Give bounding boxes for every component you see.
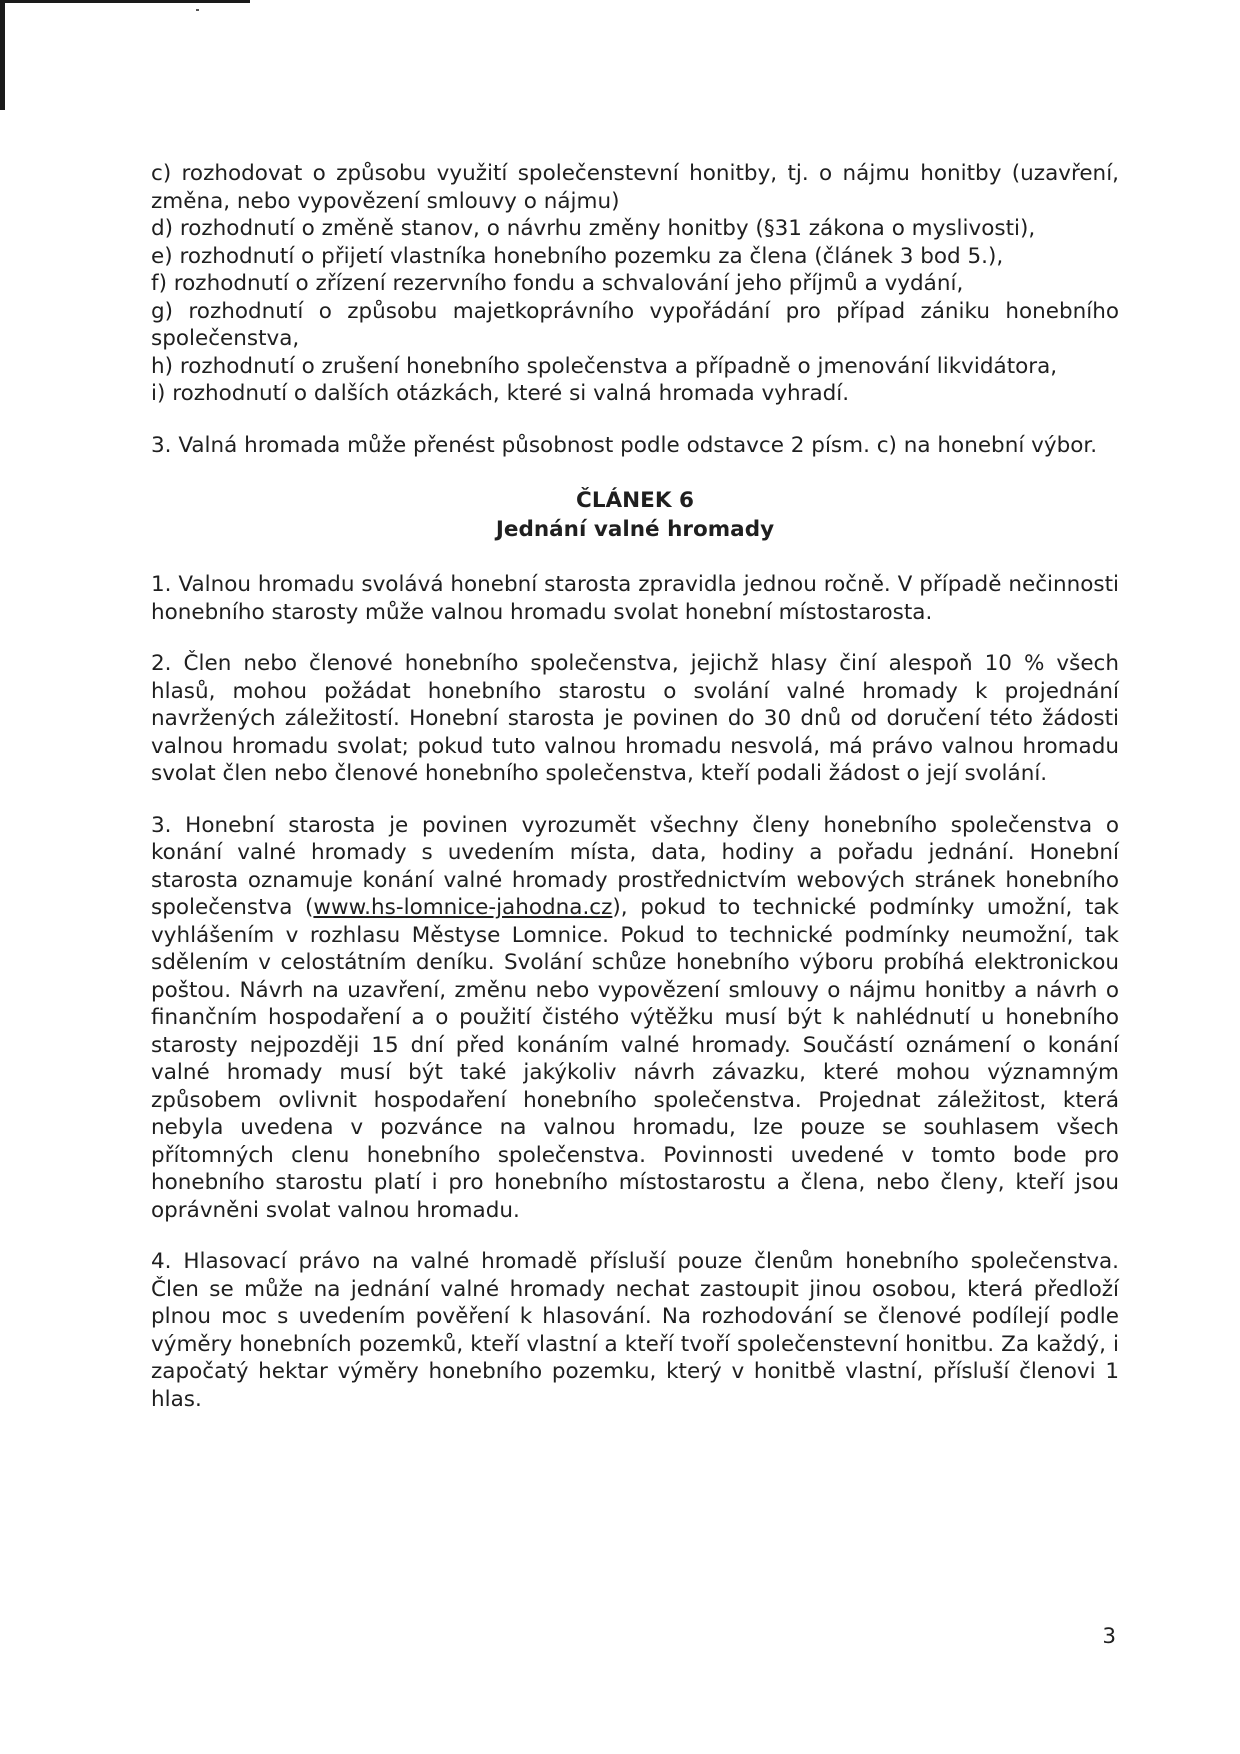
document-body	[151, 160, 1119, 1413]
list-item: f) rozhodnutí o zřízení rezervního fondu a schvalování jeho příjmů a vydání,	[151, 271, 964, 296]
paragraph-3	[151, 812, 1119, 1225]
scan-edge-left	[0, 0, 5, 110]
paragraph-delegation: 3. Valná hromada může přenést působnost podle odstavce 2 písm. c) na honební výbor.	[151, 432, 1098, 458]
page-number: 3	[1102, 1624, 1116, 1649]
scan-edge-top	[0, 0, 250, 3]
paragraph-1: 1. Valnou hromadu svolává honební starosta zpravidla jednou ročně. V případě nečinnosti honebního starosty může valnou hromadu svolat honební místostarosta.	[151, 572, 1119, 625]
list-item: d) rozhodnutí o změně stanov, o návrhu změny honitby (§31 zákona o myslivosti),	[151, 216, 1036, 241]
paragraph-2: 2. Člen nebo členové honebního společenstva, jejichž hlasy činí alespoň 10 % všech hlasů, mohou požádat honebního starostu o svolání valné hromady k projednání navržených záležitostí. Honební starosta je povinen do 30 dnů od doručení této žádosti valnou hromadu svolat; pokud tuto valnou hromadu nesvolá, má právo valnou hromadu svolat člen nebo členové honebního společenstva, kteří podali žádost o její svolání.	[151, 651, 1119, 786]
list-item: c) rozhodovat o způsobu využití společenstevní honitby, tj. o nájmu honitby (uzavření, změna, nebo vypovězení smlouvy o nájmu)	[151, 161, 1119, 214]
list-item: e) rozhodnutí o přijetí vlastníka honebního pozemku za člena (článek 3 bod 5.),	[151, 243, 1004, 269]
scan-speck	[196, 9, 199, 11]
paragraph-3-start: 3. Honební starosta je povinen vyrozumět všechny členy honebního společenstva o konání valné hromady s uvedením místa, data, hodiny a pořadu jednání. Honební starosta oznamuje konání valné hromady prostřednictvím webových stránek honebního společenstva (	[151, 812, 1119, 920]
article-number: ČLÁNEK 6	[576, 488, 694, 513]
article-title: Jednání valné hromady	[495, 517, 775, 542]
article-heading	[151, 486, 1119, 544]
list-item: h) rozhodnutí o zrušení honebního společenstva a případně o jmenování likvidátora,	[151, 353, 1058, 379]
paragraph-3-end: ), pokud to technické podmínky umožní, tak vyhlášením v rozhlasu Městyse Lomnice. Pokud to technické podmínky neumožní, tak sdělením v celostátním deníku. Svolání schůze honebního výboru probíhá elektronickou poštou. Návrh na uzavření, změnu nebo vypovězení smlouvy o nájmu honitby a návrh o finančním hospodaření a o použití čistého výtěžku musí být k nahlédnutí u honebního starosty nejpozději 15 dní před konáním valné hromady. Součástí oznámení o konání valné hromady musí být také jakýkoliv návrh závazku, které mohou významným způsobem ovlivnit hospodaření honebního společenstva. Projednat záležitost, která nebyla uvedena v pozvánce na valnou hromadu, lze pouze se souhlasem všech přítomných clenu honebního společenstva. Povinnosti uvedené v tomto bode pro honebního starostu platí i pro honebního místostarostu a člena, nebo členy, kteří jsou oprávněni svolat valnou hromadu.	[151, 895, 1119, 1223]
paragraph-4: 4. Hlasovací právo na valné hromadě přísluší pouze členům honebního společenstva. Člen se může na jednání valné hromady nechat zastoupit jinou osobou, která předloží plnou moc s uvedením pověření k hlasování. Na rozhodování se členové podílejí podle výměry honebních pozemků, kteří vlastní a kteří tvoří společenstevní honitbu. Za každý, i započatý hektar výměry honebního pozemku, který v honitbě vlastní, přísluší členovi 1 hlas.	[151, 1249, 1119, 1412]
decision-list	[151, 160, 1119, 408]
list-item: g) rozhodnutí o způsobu majetkoprávního vypořádání pro případ zániku honebního společenstva,	[151, 298, 1119, 351]
website-link[interactable]: www.hs-lomnice-jahodna.cz	[313, 895, 613, 920]
list-item: i) rozhodnutí o dalších otázkách, které si valná hromada vyhradí.	[151, 381, 850, 406]
